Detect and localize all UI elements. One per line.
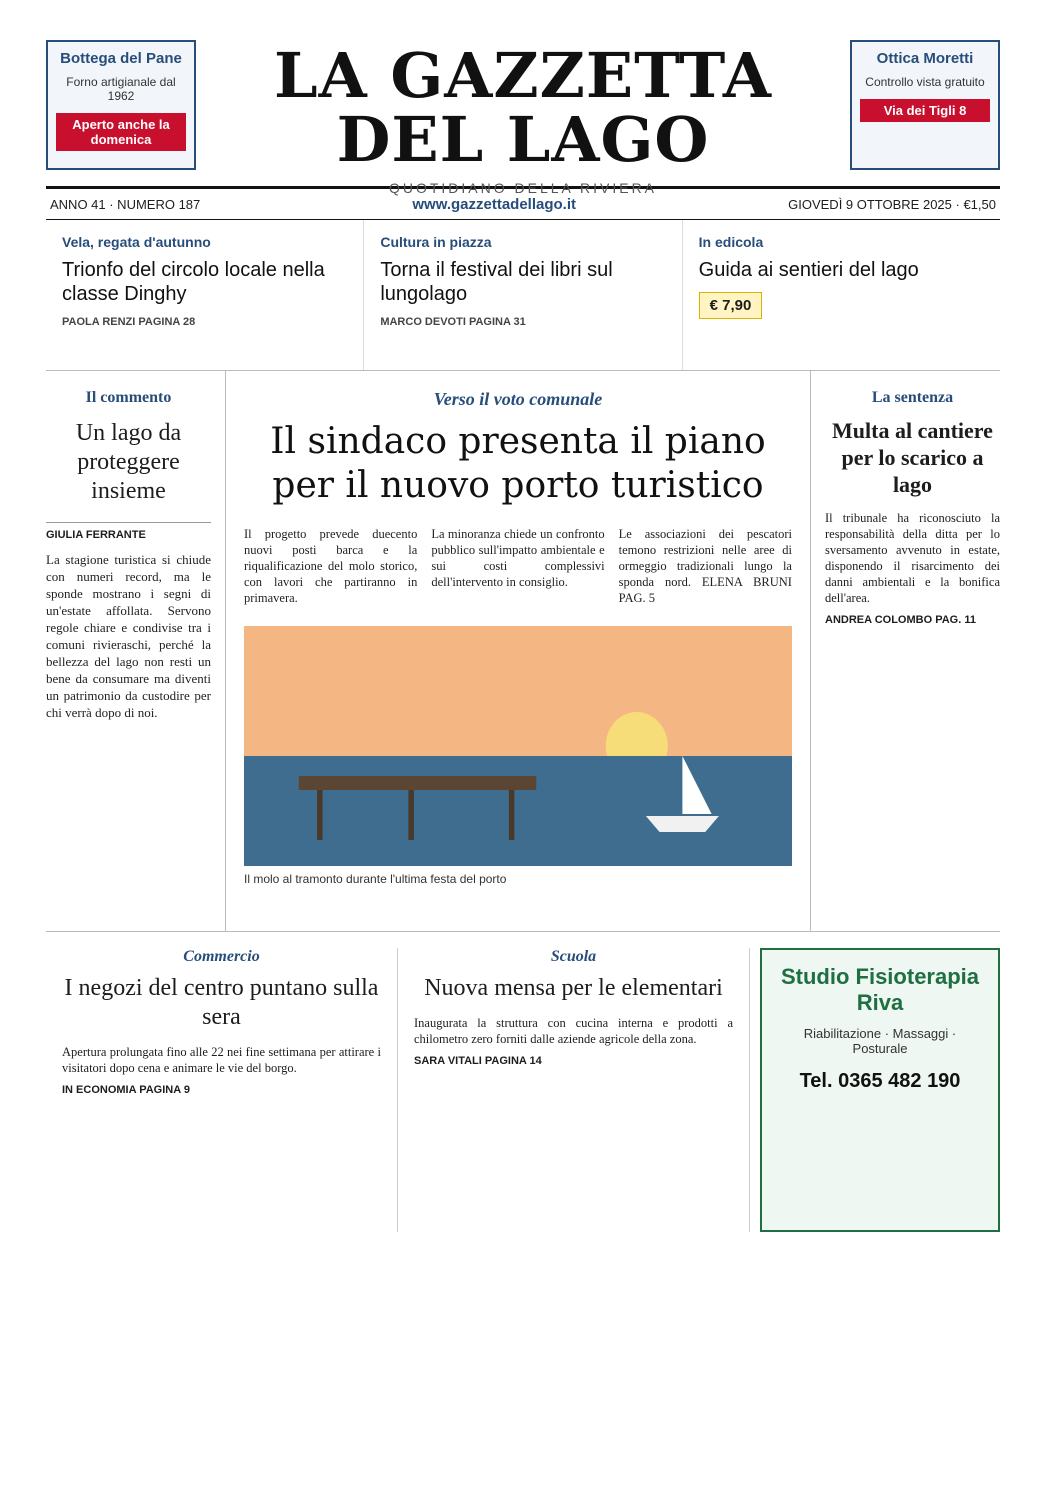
teaser-byline: MARCO DEVOTI PAGINA 31 — [380, 316, 526, 328]
teaser-byline: PAOLA RENZI PAGINA 28 — [62, 316, 196, 328]
photo-caption: Il molo al tramonto durante l'ultima festa del porto — [244, 872, 507, 886]
site-url-link[interactable]: www.gazzettadellago.it — [412, 195, 577, 213]
ad-ear-right[interactable] — [850, 40, 1000, 170]
teaser-3[interactable] — [683, 220, 1000, 370]
bottom-story-2 — [398, 948, 750, 1232]
side-label: La sentenza — [871, 389, 954, 406]
ear-right-tag: Via dei Tigli 8 — [860, 99, 990, 122]
ear-left-tag: Aperto anche la domenica — [56, 113, 186, 151]
harbor-illustration — [244, 626, 792, 866]
side-body: Il tribunale ha riconosciuto la responsabilità della ditta per lo sversamento avvenuto in estate, disponendo il risarcimento dei danni ambientali e la bonifica dell'area. — [825, 511, 1000, 605]
masthead — [46, 39, 1000, 196]
pier-deck — [299, 776, 536, 790]
issue-date-price: GIOVEDÌ 9 OTTOBRE 2025 · €1,50 — [788, 196, 996, 212]
side-headline[interactable]: Multa al cantiere per lo scarico a lago — [832, 418, 993, 497]
ear-right-title: Ottica Moretti — [876, 50, 974, 67]
brand — [196, 40, 850, 196]
teaser-price-badge: € 7,90 — [699, 292, 763, 319]
bottom-row — [46, 932, 1000, 1232]
ear-left-line: Forno artigianale dal 1962 — [66, 75, 176, 103]
lead-column-3: Le associazioni dei pescatori temono restrizioni nelle aree di ormeggio tradizionali lungo la sponda nord. ELENA BRUNI PAG. 5 — [618, 527, 792, 605]
ad-ear-left[interactable] — [46, 40, 196, 170]
bottom-byline: IN ECONOMIA PAGINA 9 — [62, 1084, 190, 1096]
side-byline: ANDREA COLOMBO PAG. 11 — [825, 614, 976, 626]
teaser-headline: Torna il festival dei libri sul lungolago — [380, 259, 613, 305]
teaser-kicker: Cultura in piazza — [380, 234, 492, 250]
sunset-sky — [244, 626, 792, 756]
lead-column-1: Il progetto prevede duecento nuovi posti barca e la riqualificazione del molo storico, con lavori che partiranno in primavera. — [244, 527, 418, 605]
pier-post — [509, 790, 514, 840]
ad-title: Studio Fisioterapia Riva — [780, 964, 980, 1015]
pier-post — [317, 790, 322, 840]
newspaper-name: LA GAZZETTA DEL LAGO — [274, 39, 772, 176]
teaser-2[interactable] — [364, 220, 682, 370]
editorial-title[interactable]: Un lago da proteggere insieme — [75, 420, 182, 504]
side-story — [810, 371, 1000, 931]
lead-headline[interactable]: Il sindaco presenta il piano per il nuovo porto turistico — [270, 421, 766, 506]
teaser-kicker: Vela, regata d'autunno — [62, 234, 211, 250]
editorial-label: Il commento — [85, 389, 172, 406]
bottom-kicker: Scuola — [550, 948, 597, 965]
ear-left-title: Bottega del Pane — [60, 50, 182, 67]
lead-column-2: La minoranza chiede un confronto pubblico sull'impatto ambientale e sui costi complessivi dell'intervento in consiglio. — [431, 527, 605, 589]
main-section — [46, 371, 1000, 932]
teaser-headline: Trionfo del circolo locale nella classe Dinghy — [62, 259, 325, 305]
lead-kicker: Verso il voto comunale — [433, 389, 603, 409]
bottom-body: Apertura prolungata fino alle 22 nei fine settimana per attirare i visitatori dopo cena e animare le vie del borgo. — [62, 1045, 381, 1075]
bottom-story-1 — [46, 948, 398, 1232]
issue-number: ANNO 41 · NUMERO 187 — [50, 196, 201, 212]
lead-photo[interactable] — [244, 626, 792, 866]
editorial-body: La stagione turistica si chiude con numeri record, ma le sponde mostrano i segni di un'estate affollata. Servono regole chiare e condivise tra i comuni rivieraschi, perché la bellezza del lago non resti un bene da consumare ma diventi un patrimonio da custodire per chi verrà dopo di noi. — [46, 552, 211, 720]
teaser-strip — [46, 220, 1000, 371]
teaser-1[interactable] — [46, 220, 364, 370]
editorial-column — [46, 371, 226, 931]
bottom-headline[interactable]: Nuova mensa per le elementari — [424, 975, 723, 1001]
newspaper-subtitle: QUOTIDIANO DELLA RIVIERA — [388, 180, 658, 196]
teaser-headline: Guida ai sentieri del lago — [698, 259, 919, 281]
pier-post — [408, 790, 413, 840]
editorial-author: GIULIA FERRANTE — [46, 522, 211, 541]
teaser-kicker: In edicola — [698, 234, 764, 250]
lead-story — [226, 371, 810, 931]
ad-services: Riabilitazione · Massaggi · Posturale — [803, 1026, 957, 1056]
ear-right-line: Controllo vista gratuito — [865, 75, 985, 89]
ad-box[interactable] — [760, 948, 1000, 1232]
ad-phone: Tel. 0365 482 190 — [799, 1070, 961, 1092]
bottom-byline: SARA VITALI PAGINA 14 — [414, 1055, 542, 1067]
bottom-headline[interactable]: I negozi del centro puntano sulla sera — [64, 975, 379, 1030]
bottom-kicker: Commercio — [183, 948, 260, 965]
lead-body-columns — [244, 526, 792, 606]
bottom-body: Inaugurata la struttura con cucina interna e prodotti a chilometro zero forniti dalle aziende agricole della zona. — [414, 1016, 733, 1046]
